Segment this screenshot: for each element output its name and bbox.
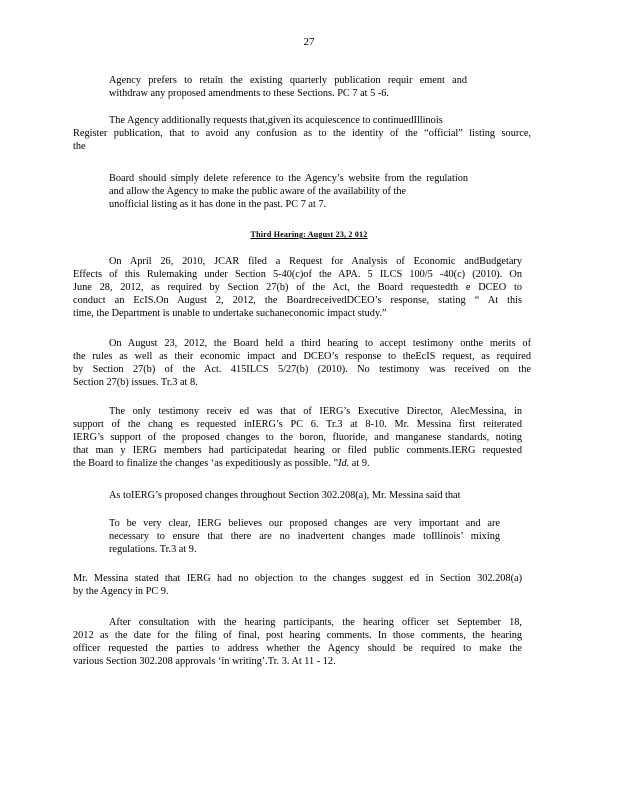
page-number: 27 bbox=[303, 36, 315, 48]
text-line: time, the Department is unable to undertake suchaneconomic impact study.” bbox=[73, 308, 387, 319]
text-line: the rules as well as their economic impact and DCEO’s response to theEcIS request, as required bbox=[73, 351, 531, 362]
text-line: support of the chang es requested inIERG’s PC 6. Tr.3 at 8-10. Mr. Messina first reiterated bbox=[73, 419, 522, 430]
text-line-with-citation bbox=[73, 457, 522, 470]
block-quote-agency-prefers bbox=[109, 74, 467, 100]
text-line: On August 23, 2012, the Board held a third hearing to accept testimony onthe merits of bbox=[109, 338, 531, 349]
text-line: Mr. Messina stated that IERG had no objection to the changes suggest ed in Section 302.208(a) bbox=[73, 573, 522, 584]
text-line: To be very clear, IERG believes our proposed changes are very important and are bbox=[109, 518, 500, 529]
text-line: After consultation with the hearing participants, the hearing officer set September 18, bbox=[109, 617, 522, 628]
text-line: IERG’s support of the proposed changes to the boron, fluoride, and manganese standards, noting bbox=[73, 432, 522, 443]
text-line: The only testimony receiv ed was that of IERG’s Executive Director, AlecMessina, in bbox=[109, 406, 522, 417]
text-line: 2012 as the date for the filing of final, post hearing comments. In those comments, the hearing bbox=[73, 630, 522, 641]
text-line: officer requested the parties to address whether the Agency should be required to make the bbox=[73, 643, 522, 654]
text-line: unofficial listing as it has done in the past. PC 7 at 7. bbox=[109, 199, 327, 210]
text-line: various Section 302.208 approvals ‘in writing’.Tr. 3. At 11 - 12. bbox=[73, 656, 336, 667]
paragraph-third-hearing bbox=[73, 337, 531, 389]
block-quote-board-should bbox=[109, 172, 468, 211]
text-segment: at 9. bbox=[349, 458, 370, 469]
text-line: June 28, 2012, as required by Section 27(b) of the Act, the Board requestedth e DCEO to bbox=[73, 282, 522, 293]
text-line: that man y IERG members had participatedat hearing or filed public comments.IERG requested bbox=[73, 445, 522, 456]
text-line: Section 27(b) issues. Tr.3 at 8. bbox=[73, 377, 198, 388]
paragraph-messina-no-objection bbox=[73, 572, 522, 598]
text-line: by Section 27(b) of the Act. 415ILCS 5/27(b) (2010). No testimony was received on the bbox=[73, 364, 531, 375]
text-line: Agency prefers to retain the existing quarterly publication requir ement and bbox=[109, 75, 467, 86]
section-heading bbox=[0, 230, 618, 239]
text-line: by the Agency in PC 9. bbox=[73, 586, 169, 597]
paragraph-ierg-testimony bbox=[73, 405, 522, 470]
text-line: conduct an EcIS.On August 2, 2012, the BoardreceivedDCEO’s response, stating “ At this bbox=[73, 295, 522, 306]
text-line: Board should simply delete reference to the Agency’s website from the regulation bbox=[109, 173, 468, 184]
text-line: On April 26, 2010, JCAR filed a Request for Analysis of Economic andBudgetary bbox=[109, 256, 522, 267]
block-quote-ierg-statement bbox=[109, 517, 500, 556]
text-line: The Agency additionally requests that,given its acquiescence to continuedIllinois bbox=[109, 115, 443, 126]
text-line: As toIERG’s proposed changes throughout Section 302.208(a), Mr. Messina said that bbox=[109, 490, 461, 501]
id-citation: Id. bbox=[338, 458, 350, 469]
paragraph-agency-requests bbox=[73, 114, 531, 153]
paragraph-post-hearing-comments bbox=[73, 616, 522, 668]
text-line: Effects of this Rulemaking under Section 5-40(c)of the APA. 5 ILCS 100/5 -40(c) (2010). On bbox=[73, 269, 522, 280]
text-line: regulations. Tr.3 at 9. bbox=[109, 544, 197, 555]
text-line: the bbox=[73, 141, 86, 152]
text-line: necessary to ensure that there are no inadvertent changes made toIllinois’ mixing bbox=[109, 531, 500, 542]
paragraph-ierg-proposed-changes bbox=[109, 489, 509, 502]
text-segment: the Board to finalize the changes ‘as expeditiously as possible. ” bbox=[73, 458, 339, 469]
text-line: withdraw any proposed amendments to these Sections. PC 7 at 5 -6. bbox=[109, 88, 389, 99]
section-heading-text: Third Hearing: August 23, 2 012 bbox=[250, 230, 368, 239]
text-line: and allow the Agency to make the public aware of the availability of the bbox=[109, 186, 407, 197]
text-line: Register publication, that to avoid any confusion as to the identity of the “official” listing source, bbox=[73, 128, 531, 139]
paragraph-jcar-request bbox=[73, 255, 522, 320]
